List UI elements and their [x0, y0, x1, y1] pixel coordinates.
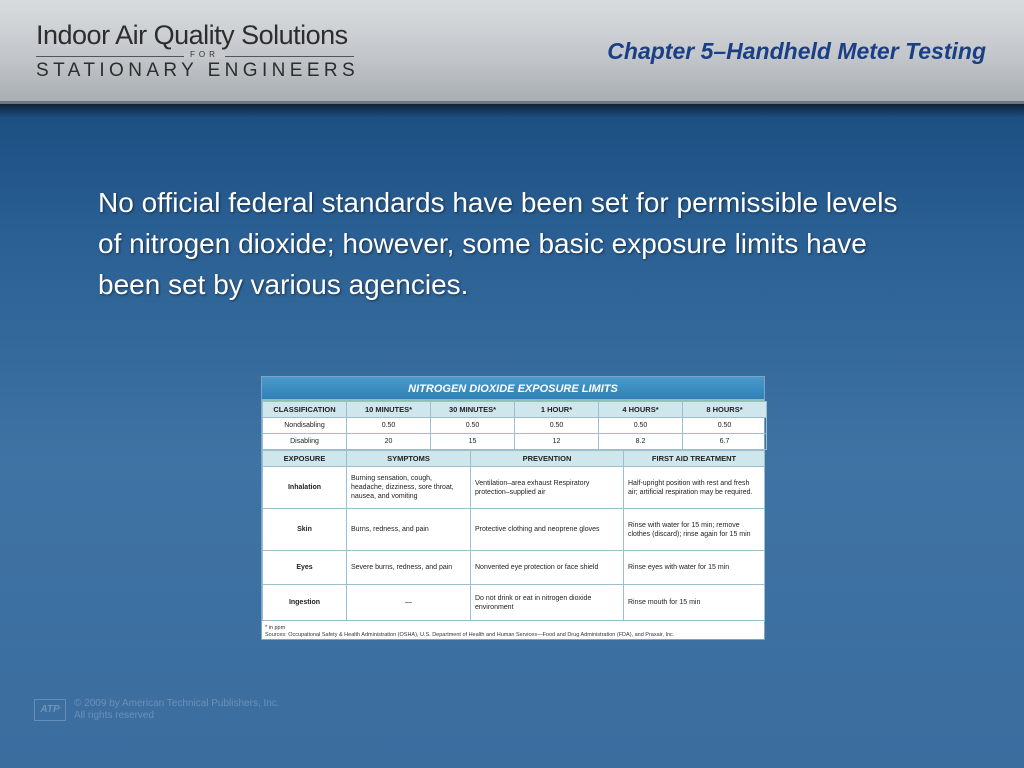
- limits-table: [262, 401, 767, 450]
- table-cell: Eyes: [263, 551, 347, 585]
- limits-header-row: [263, 402, 767, 418]
- slide-header: [0, 0, 1024, 104]
- table-cell: 15: [431, 434, 515, 450]
- exposure-col-header: EXPOSURE: [263, 451, 347, 467]
- limits-col-header: 8 HOURS*: [683, 402, 767, 418]
- table-cell: Burns, redness, and pain: [347, 509, 471, 551]
- header-shadow: [0, 104, 1024, 118]
- publisher-logo: ATP: [34, 699, 66, 721]
- table-cell: 8.2: [599, 434, 683, 450]
- figure-notes: [262, 621, 764, 639]
- limits-col-header: 30 MINUTES*: [431, 402, 515, 418]
- limits-col-header: CLASSIFICATION: [263, 402, 347, 418]
- table-cell: Rinse eyes with water for 15 min: [624, 551, 765, 585]
- table-cell: —: [347, 585, 471, 621]
- logo-for: FOR: [184, 50, 225, 59]
- copyright-line: © 2009 by American Technical Publishers, Inc.: [74, 698, 280, 709]
- table-cell: 0.50: [431, 418, 515, 434]
- table-row: [263, 467, 765, 509]
- table-cell: Nondisabling: [263, 418, 347, 434]
- table-cell: Nonvented eye protection or face shield: [471, 551, 624, 585]
- table-cell: Ventilation–area exhaust Respiratory protection–supplied air: [471, 467, 624, 509]
- copyright-notice: [74, 698, 280, 722]
- exposure-table: [262, 450, 765, 621]
- table-cell: Inhalation: [263, 467, 347, 509]
- table-row: [263, 551, 765, 585]
- limits-col-header: 10 MINUTES*: [347, 402, 431, 418]
- exposure-col-header: FIRST AID TREATMENT: [624, 451, 765, 467]
- table-cell: Protective clothing and neoprene gloves: [471, 509, 624, 551]
- table-cell: Half-upright position with rest and fresh air; artificial respiration may be required.: [624, 467, 765, 509]
- table-cell: Skin: [263, 509, 347, 551]
- limits-col-header: 1 HOUR*: [515, 402, 599, 418]
- exposure-col-header: SYMPTOMS: [347, 451, 471, 467]
- table-cell: Disabling: [263, 434, 347, 450]
- exposure-header-row: [263, 451, 765, 467]
- table-row: [263, 509, 765, 551]
- table-row: [263, 418, 767, 434]
- table-row: [263, 585, 765, 621]
- sources-note: Sources: Occupational Safety & Health Administration (OSHA), U.S. Department of Health and Human Services—Food and Drug Administration (FDA), and Praxair, Inc.: [265, 632, 675, 638]
- units-note: * in ppm: [265, 625, 286, 631]
- table-cell: 0.50: [515, 418, 599, 434]
- rights-line: All rights reserved: [74, 710, 155, 721]
- table-cell: Do not drink or eat in nitrogen dioxide environment: [471, 585, 624, 621]
- exposure-col-header: PREVENTION: [471, 451, 624, 467]
- table-cell: 0.50: [347, 418, 431, 434]
- table-cell: 6.7: [683, 434, 767, 450]
- chapter-title: Chapter 5–Handheld Meter Testing: [607, 38, 986, 64]
- table-cell: 0.50: [683, 418, 767, 434]
- limits-col-header: 4 HOURS*: [599, 402, 683, 418]
- table-cell: 12: [515, 434, 599, 450]
- body-paragraph: No official federal standards have been set for permissible levels of nitrogen dioxide; however, some basic exposure limits have been set by various agencies.: [98, 187, 898, 300]
- table-cell: Rinse with water for 15 min; remove clothes (discard); rinse again for 15 min: [624, 509, 765, 551]
- table-row: [263, 434, 767, 450]
- table-cell: Severe burns, redness, and pain: [347, 551, 471, 585]
- logo-subtitle: STATIONARY ENGINEERS: [36, 60, 360, 81]
- exposure-limits-figure: [261, 376, 765, 640]
- figure-title: NITROGEN DIOXIDE EXPOSURE LIMITS: [262, 377, 764, 401]
- table-cell: 0.50: [599, 418, 683, 434]
- table-cell: Burning sensation, cough, headache, dizziness, sore throat, nausea, and vomiting: [347, 467, 471, 509]
- table-cell: Rinse mouth for 15 min: [624, 585, 765, 621]
- table-cell: 20: [347, 434, 431, 450]
- table-cell: Ingestion: [263, 585, 347, 621]
- logo-title: Indoor Air Quality Solutions: [36, 20, 348, 50]
